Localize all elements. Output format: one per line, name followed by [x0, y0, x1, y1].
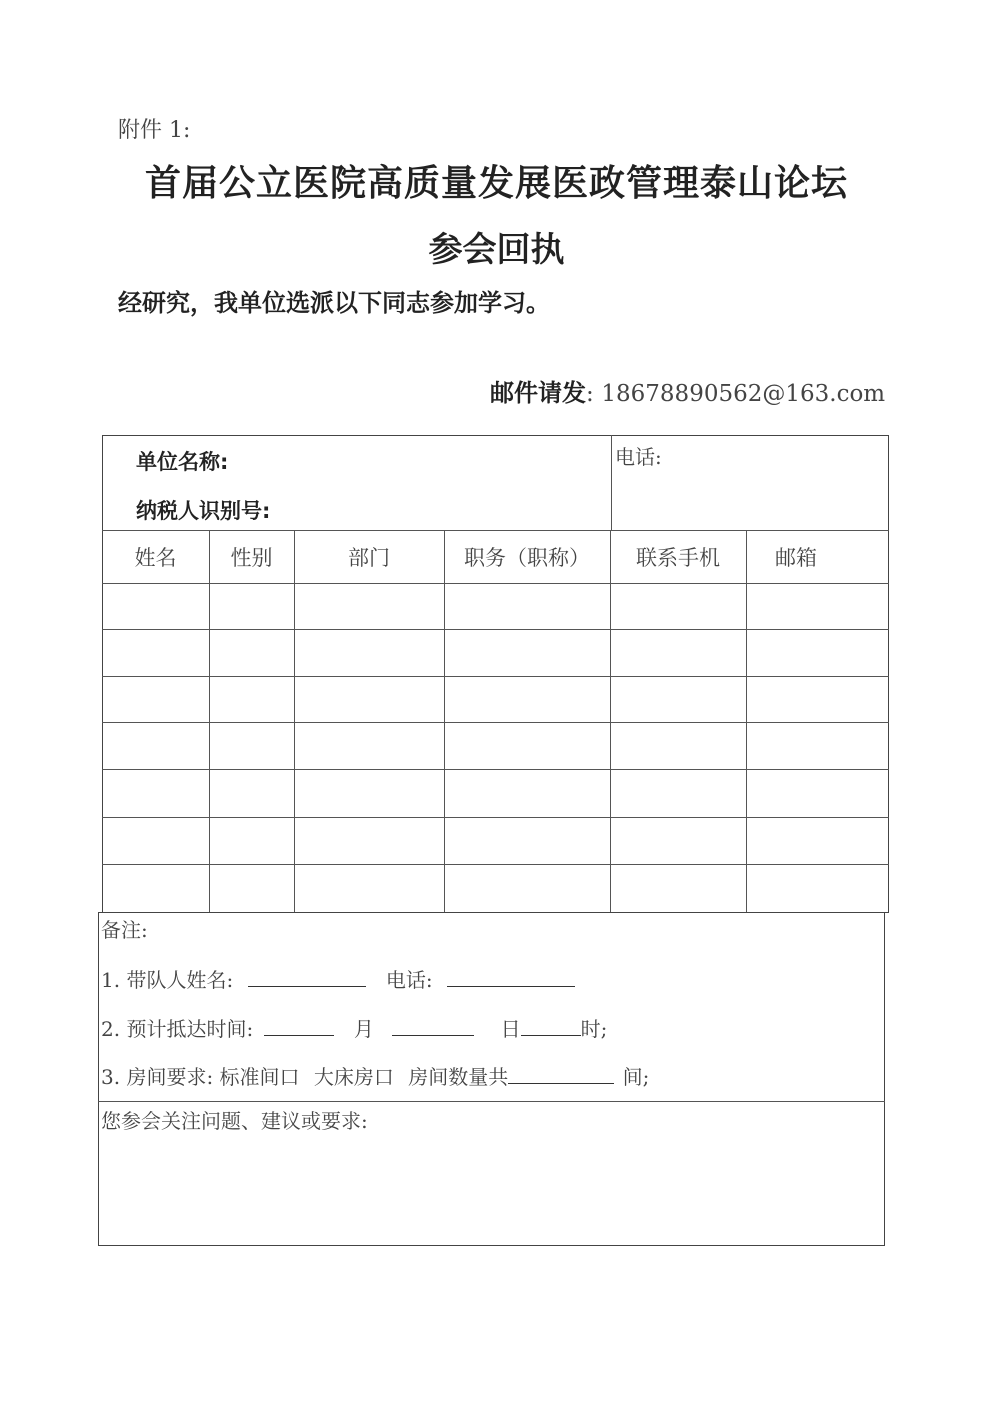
phone-label: 电话:	[615, 445, 662, 469]
unit-name-label: 单位名称:	[136, 450, 229, 474]
column-header-name: 姓名	[134, 546, 177, 570]
leader-phone-label: 电话:	[385, 968, 433, 992]
day-blank[interactable]	[521, 1034, 581, 1036]
table-row	[102, 629, 889, 630]
column-header-gender: 性别	[230, 546, 273, 570]
table-row	[102, 864, 889, 865]
table-row	[102, 769, 889, 770]
column-header-department: 部门	[348, 546, 390, 570]
feedback-divider	[98, 1101, 885, 1102]
table-row	[102, 817, 889, 818]
king-room-option[interactable]: 大床房口	[313, 1065, 394, 1089]
month-label: 月	[353, 1017, 374, 1041]
notes-line-1	[101, 964, 575, 993]
room-count-label: 房间数量共	[408, 1065, 509, 1089]
room-requirement-label: 3. 房间要求:	[101, 1065, 214, 1089]
column-header-mobile: 联系手机	[636, 546, 720, 570]
leader-name-blank[interactable]	[248, 985, 366, 987]
notes-line-2	[101, 1013, 607, 1042]
mail-address: 18678890562@163.com	[601, 381, 886, 407]
document-subtitle: 参会回执	[428, 230, 565, 270]
feedback-label: 您参会关注问题、建议或要求:	[101, 1109, 368, 1133]
mail-separator: :	[586, 381, 594, 407]
notes-line-3	[101, 1061, 649, 1090]
mail-line	[490, 373, 885, 408]
mail-label: 邮件请发	[490, 379, 586, 407]
room-suffix: 间;	[622, 1065, 650, 1089]
leader-phone-blank[interactable]	[447, 985, 575, 987]
phone-divider	[611, 435, 612, 530]
leader-name-label: 1. 带队人姓名:	[101, 968, 234, 992]
arrival-blank[interactable]	[264, 1034, 334, 1036]
month-blank[interactable]	[392, 1034, 474, 1036]
column-header-divider	[102, 583, 889, 584]
column-header-email: 邮箱	[775, 546, 817, 570]
room-count-blank[interactable]	[508, 1082, 614, 1084]
intro-text: 经研究，我单位选派以下同志参加学习。	[118, 289, 550, 317]
attachment-label: 附件 1:	[118, 118, 191, 143]
hour-label: 时;	[580, 1017, 608, 1041]
header-divider	[102, 530, 889, 531]
table-row	[102, 722, 889, 723]
tax-id-label: 纳税人识别号:	[136, 499, 271, 523]
day-label: 日	[500, 1017, 521, 1041]
standard-room-option[interactable]: 标准间口	[219, 1065, 300, 1089]
table-row	[102, 676, 889, 677]
document-title: 首届公立医院高质量发展医政管理泰山论坛	[144, 163, 848, 204]
notes-title: 备注:	[101, 918, 148, 942]
column-header-position: 职务（职称）	[464, 546, 590, 570]
arrival-time-label: 2. 预计抵达时间:	[101, 1017, 254, 1041]
feedback-area[interactable]	[100, 1135, 883, 1243]
